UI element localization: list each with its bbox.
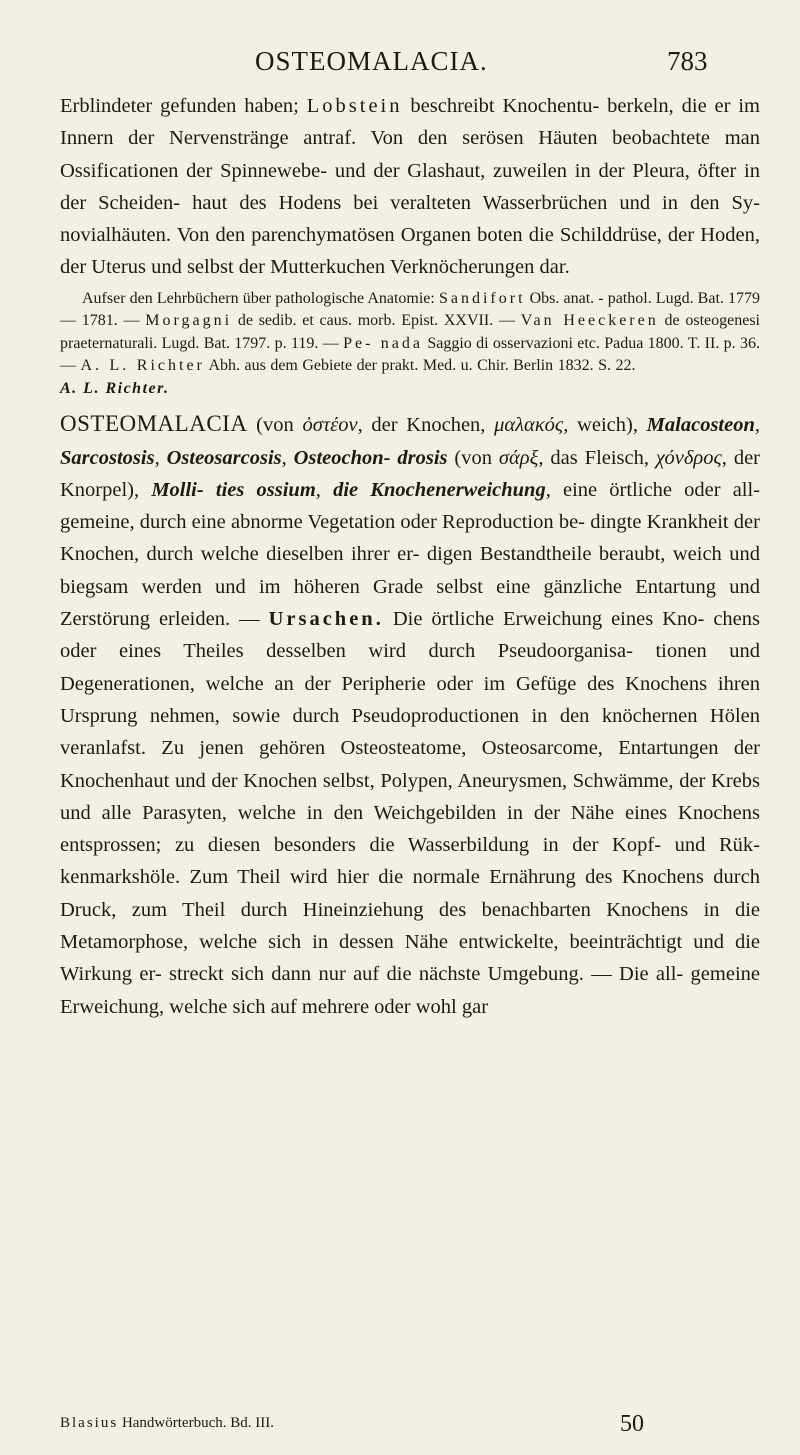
text-run: Die örtliche Erweichung eines Kno- chens oder eines Theiles desselben wird durch Pseudoorganisa- tionen und Degenerationen, welche an der Peripherie oder im Gefüge des Knochens ihren Ursprung nehmen, sowie durch Pseudoproductionen in den knöchernen Hölen veranlafst. Zu jenen gehören Osteosteatome, Osteosarcome, Entartungen der Knochenhaut und der Knochen selbst, Polypen, Aneurysmen, Schwämme, der Krebs und alle Parasyten, welche in den Weichgebilden in der Nähe eines Knochens entsprossen; zu diesen besonders die Wasserbildung in der Kopf- und Rük- kenmarkshöle. Zum Theil wird hier die normale Ernährung des Knochens durch Druck, zum Theil durch Hineinziehung des benachbarten Knochens in die Metamorphose, welche sich in dessen Nähe entwickelte, beeinträchtigt und die Wirkung er- streckt sich dann nur auf die nächste Umgebung. — Die all- gemeine Erweichung, welche sich auf mehrere oder wohl gar [60,608,760,1018]
bibliography-note [60,288,760,401]
page-body [60,90,760,1023]
text-run: , [315,478,334,501]
synonym: Osteosarcosis [166,446,282,469]
text-run: , der Knorpel), [60,446,761,501]
synonym: Molli- ties ossium [151,478,316,501]
greek-term: χόνδρος [655,446,722,469]
author-name: Morgagni [145,312,233,330]
text-run: (von [447,446,499,469]
footer-author: Blasius [60,1415,119,1431]
text-run: de osteogenesi praeternaturali. Lugd. Bat. 1797. p. 119. — [60,312,760,352]
text-run: Obs. anat. - pathol. Lugd. Bat. 1779 — 1781. — [60,289,760,330]
greek-term: ὀστέον [302,414,358,437]
note-signature: A. L. Richter. [60,379,170,397]
author-name: Van Heeckeren [520,312,659,330]
synonym: die Knochenerweichung [333,478,546,501]
text-run: Saggio di osservazioni etc. Padua 1800. T. II. p. 36. — [60,334,761,375]
page-number: 783 [667,46,708,76]
text-run: , weich), [563,414,647,437]
page-footer [60,1411,740,1441]
section-label-causes: Ursachen. [268,608,384,631]
text-run: (von [247,414,303,437]
greek-term: σάρξ [498,446,539,469]
text-run: , der Knochen, [357,414,495,437]
text-run: , eine örtliche oder all- gemeine, durch eine abnorme Vegetation oder Reproduction be- dingte Krankheit der Knochen, durch welche dieselben ihrer er- digen Bestandtheile beraubt, weich und biegsam werden und im höheren Grade selbst eine gänzliche Entartung und Zerstörung erleiden. — [60,478,761,631]
text-run: , [281,446,294,469]
synonym: Sarcostosis [60,446,155,469]
running-head [0,46,800,86]
synonym: Malacosteon [646,414,755,437]
text-run: Abh. aus dem Gebiete der prakt. Med. u. Chir. Berlin 1832. S. 22. [204,357,636,375]
signature-mark: 50 [620,1411,644,1437]
entry-headword: OSTEOMALACIA [60,411,248,437]
text-run: , [754,414,760,437]
greek-term: μαλακός [494,414,564,437]
author-name: Pe- nada [343,334,423,352]
entry-osteomalacia [60,408,760,1023]
author-name: Lobstein [306,95,403,117]
text-run: , das Fleisch, [538,446,656,469]
footer-imprint [60,1415,274,1432]
author-name: Sandifort [438,289,526,307]
text-run: , [154,446,167,469]
running-title: OSTEOMALACIA. [255,46,488,76]
author-name: A. L. Richter [80,357,205,375]
paragraph-ossification [60,90,760,284]
text-run: de sedib. et caus. morb. Epist. XXVII. — [232,312,521,330]
text-run: Erblindeter gefunden haben; [60,95,307,117]
footer-book: Handwörterbuch. Bd. III. [118,1415,274,1431]
text-run: beschreibt Knochentu- berkeln, die er im Innern der Nervenstränge antraf. Von den serösen Häuten beobachtete man Ossificationen der Spinnewebe- und der Glashaut, zuweilen in der Pleura, öfter in der Scheiden- haut des Hodens bei veralteten Wasserbrüchen und in den Sy- novialhäuten. Von den parenchymatösen Organen boten die Schilddrüse, der Hoden, der Uterus und selbst der Mutterkuchen Verknöcherungen dar. [60,95,760,279]
synonym: Osteochon- drosis [293,446,448,469]
text-run: Aufser den Lehrbüchern über pathologische Anatomie: [82,289,439,307]
